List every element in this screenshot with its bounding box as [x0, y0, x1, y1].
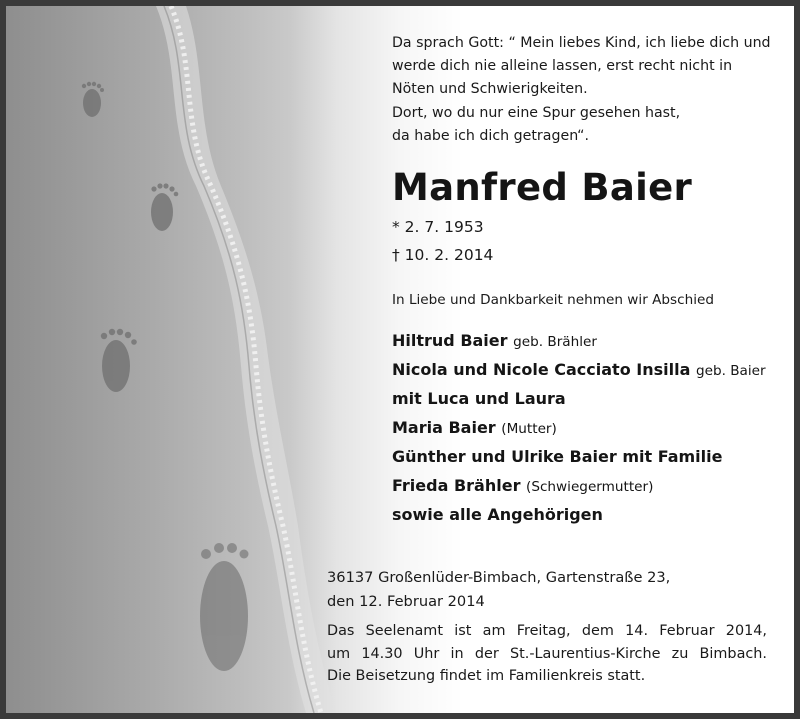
birth-date: * 2. 7. 1953: [392, 218, 484, 236]
quote-line: werde dich nie alleine lassen, erst recht nicht in: [392, 58, 733, 75]
mourner-name: sowie alle Angehörigen: [392, 505, 603, 524]
mourner-5: [392, 447, 722, 466]
mourner-note: (Schwiegermutter): [526, 479, 654, 495]
address-block: [327, 566, 670, 614]
service-line: Das Seelenamt ist am Freitag, dem 14. Februar 2014,: [327, 623, 767, 639]
footprint-4: [200, 543, 249, 671]
mourner-name: mit Luca und Laura: [392, 389, 566, 408]
mourner-name: Maria Baier: [392, 418, 496, 437]
death-date: † 10. 2. 2014: [392, 246, 494, 264]
mourner-6: [392, 476, 653, 495]
footprint-1: [82, 82, 104, 117]
mourner-7: [392, 505, 603, 524]
quote-line: Nöten und Schwierigkeiten.: [392, 81, 588, 98]
address-date: den 12. Februar 2014: [327, 593, 485, 610]
mourner-name: Hiltrud Baier: [392, 331, 508, 350]
mourner-note: (Mutter): [501, 421, 557, 437]
quote-line: Dort, wo du nur eine Spur gesehen hast,: [392, 104, 681, 121]
service-line: um 14.30 Uhr in der St.-Laurentius-Kirche zu Bimbach.: [327, 645, 767, 662]
footprint-3: [101, 329, 137, 392]
quote-line: Da sprach Gott: “ Mein liebes Kind, ich liebe dich und: [392, 35, 771, 51]
address-line: 36137 Großenlüder-Bimbach, Gartenstraße 23,: [327, 569, 671, 586]
service-line: Die Beisetzung findet im Familienkreis statt.: [327, 668, 646, 684]
mourner-name: Günther und Ulrike Baier mit Familie: [392, 447, 723, 466]
footprint-2: [151, 183, 178, 231]
mourner-2: [392, 360, 766, 379]
mourner-3: [392, 389, 566, 408]
mourner-4: [392, 418, 557, 437]
farewell-intro: In Liebe und Dankbarkeit nehmen wir Abschied: [392, 292, 714, 308]
quote-line: da habe ich dich getragen“.: [392, 127, 590, 144]
mourner-name: Frieda Brähler: [392, 476, 521, 495]
obituary-card: [6, 6, 794, 713]
mourner-note: geb. Brähler: [513, 334, 597, 350]
service-info: [327, 620, 767, 688]
deceased-name: Manfred Baier: [392, 166, 693, 209]
mourner-1: [392, 331, 597, 350]
bible-quote: [392, 32, 792, 148]
mourner-name: Nicola und Nicole Cacciato Insilla: [392, 360, 691, 379]
mourner-note: geb. Baier: [695, 363, 766, 379]
